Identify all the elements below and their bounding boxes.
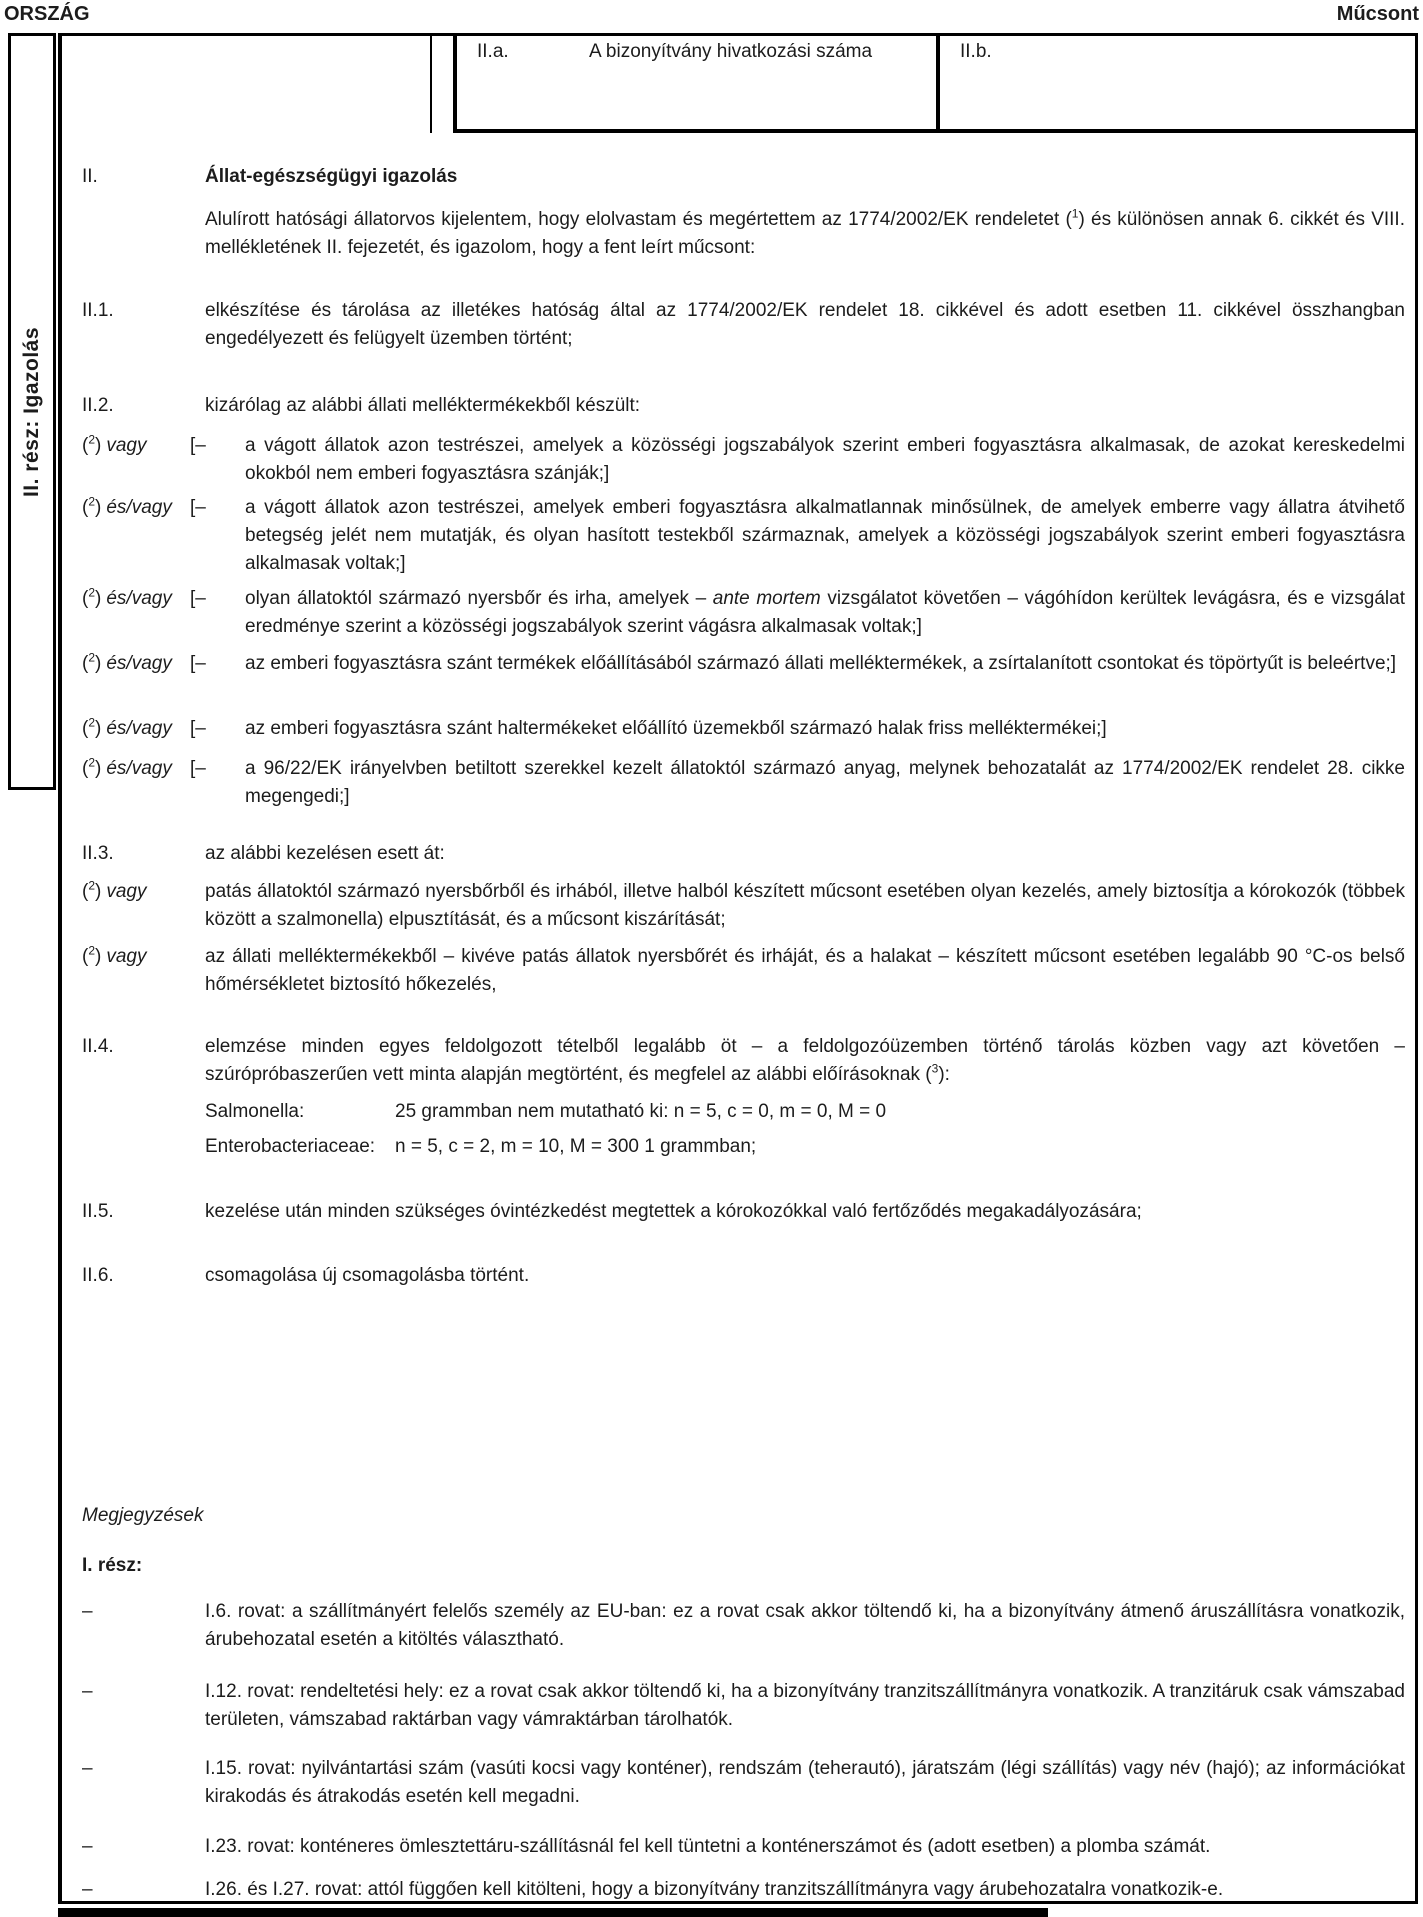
note-text: I.15. rovat: nyilvántartási szám (vasúti kocsi vagy konténer), rendszám (teherautó), járatszám (légi szállítás) vagy név (hajó); az információkat kirakodás és átrakodás esetén kell megadni. bbox=[205, 1758, 1405, 1807]
note-text: I.12. rovat: rendeltetési hely: ez a rovat csak akkor töltendő ki, ha a bizonyítvány tranzitszállítmányra vonatkozik. A tranzitáruk csak vámszabad területen, vámszabad raktárban vagy vámraktárban tárolhatók. bbox=[205, 1681, 1405, 1730]
footnote-2-marker: 2 bbox=[88, 943, 96, 958]
option-bracket: [– bbox=[190, 718, 206, 739]
section-ii-intro bbox=[205, 206, 1405, 262]
note-text: I.23. rovat: konténeres ömlesztettáru-szállításnál fel kell tüntetni a konténerszámot és (adott esetben) a plomba számát. bbox=[205, 1836, 1211, 1857]
cell-iib-label: II.b. bbox=[960, 41, 992, 62]
footnote-2-marker: 2 bbox=[88, 494, 96, 509]
option-text: az emberi fogyasztásra szánt haltermékeket előállító üzemekből származó halak friss melléktermékei;] bbox=[245, 718, 1107, 739]
part-ii-sidebar bbox=[8, 33, 56, 790]
note-dash: – bbox=[82, 1681, 93, 1702]
footnote-3-marker: 3 bbox=[931, 1061, 939, 1076]
cell-iia-title: A bizonyítvány hivatkozási száma bbox=[589, 41, 873, 62]
intro-text: Alulírott hatósági állatorvos kijelentem, hogy elolvastam és megértettem az 1774/2002/EK rendeletet ( bbox=[205, 209, 1072, 230]
option-bracket: [– bbox=[190, 588, 206, 609]
section-ii-title: Állat-egészségügyi igazolás bbox=[205, 166, 458, 187]
note-text: I.26. és I.27. rovat: attól függően kell kitölteni, hogy a bizonyítvány tranzitszállítmányra vagy árubehozatalra vonatkozik-e. bbox=[205, 1879, 1224, 1900]
notes-part-heading: I. rész: bbox=[82, 1555, 143, 1576]
note-dash: – bbox=[82, 1601, 93, 1622]
option-marker: ($^2$) vagy bbox=[82, 878, 147, 902]
option-text: a vágott állatok azon testrészei, amelyek a közösségi jogszabályok szerint emberi fogyasztásra alkalmasak, de azokat kereskedelmi okokból nem emberi fogyasztásra szánják;] bbox=[245, 435, 1405, 484]
note-text: I.6. rovat: a szállítmányért felelős személy az EU-ban: ez a rovat csak akkor töltendő ki, ha a bizonyítvány átmenő áruszállításra vonatkozik, árubehozatal esetén a kitöltés választható. bbox=[205, 1601, 1405, 1650]
option-marker: ($^2$) és/vagy bbox=[82, 494, 172, 518]
option-text: a vágott állatok azon testrészei, amelyek emberi fogyasztásra alkalmatlannak minősülnek, de amelyek emberre vagy állatra átvihető betegség jelét nem mutatják, és olyan hasított testekből származnak, amelyek a közösségi jogszabályok szerint emberi fogyasztásra alkalmasak voltak;] bbox=[245, 497, 1405, 574]
clause-ii1-number: II.1. bbox=[82, 300, 114, 321]
footnote-2-marker: 2 bbox=[88, 650, 96, 665]
clause-ii4-text: elemzése minden egyes feldolgozott tételből legalább öt – a feldolgozóüzemben történő tárolás közben vagy azt követően – szúrópróbaszerűen vett minta alapján megtörtént, és megfelel az alábbi előírásoknak ($^3$): bbox=[205, 1036, 1405, 1085]
clause-ii2-number: II.2. bbox=[82, 395, 114, 416]
note-dash: – bbox=[82, 1836, 93, 1857]
option-text: a 96/22/EK irányelvben betiltott szerekkel kezelt állatoktól származó anyag, melynek behozatalát az 1774/2002/EK rendelet 28. cikke megengedi;] bbox=[245, 758, 1405, 807]
option-marker: ($^2$) és/vagy bbox=[82, 585, 172, 609]
clause-ii6-number: II.6. bbox=[82, 1265, 114, 1286]
option-marker: ($^2$) és/vagy bbox=[82, 755, 172, 779]
clause-ii4-number: II.4. bbox=[82, 1036, 114, 1057]
option-marker: ($^2$) vagy bbox=[82, 432, 147, 456]
option-bracket: [– bbox=[190, 653, 206, 674]
certificate-body-frame bbox=[58, 33, 1418, 1904]
clause-ii6-text: csomagolása új csomagolásba történt. bbox=[205, 1265, 530, 1286]
footnote-2-marker: 2 bbox=[88, 755, 96, 770]
footnote-2-marker: 2 bbox=[88, 432, 96, 447]
section-ii-number: II. bbox=[82, 166, 98, 187]
clause-ii3-text: az alábbi kezelésen esett át: bbox=[205, 843, 445, 864]
option-text: olyan állatoktól származó nyersbőr és irha, amelyek – ante mortem vizsgálatot követően – vágóhídon kerültek levágásra, és e vizsgálat eredménye szerint a közösségi jogszabályok szerint vágásra alkalmasak voltak;] bbox=[245, 588, 1405, 637]
clause-ii2-text: kizárólag az alábbi állati melléktermékekből készült: bbox=[205, 395, 641, 416]
option-text: patás állatoktól származó nyersbőrből és irhából, illetve halból készített műcsont esetében olyan kezelés, amely biztosítja a kórokozók (többek között a szalmonella) elpusztítását, és a műcsont kiszárítását; bbox=[205, 881, 1405, 930]
enterobacteriaceae-label: Enterobacteriaceae: bbox=[205, 1136, 376, 1157]
clause-ii1-text: elkészítése és tárolása az illetékes hatóság által az 1774/2002/EK rendelet 18. cikkével és adott esetben 11. cikkével összhangban engedélyezett és felügyelt üzemben történt; bbox=[205, 300, 1405, 349]
footnote-2-marker: 2 bbox=[88, 878, 96, 893]
country-label: ORSZÁG bbox=[4, 3, 90, 25]
commodity-label: Műcsont bbox=[1336, 3, 1419, 25]
option-bracket: [– bbox=[190, 758, 206, 779]
footnote-1-marker: 1 bbox=[1071, 206, 1079, 221]
salmonella-label: Salmonella: bbox=[205, 1101, 305, 1122]
clause-ii5-number: II.5. bbox=[82, 1201, 114, 1222]
footnote-2-marker: 2 bbox=[88, 715, 96, 730]
notes-heading: Megjegyzések bbox=[82, 1505, 204, 1526]
page-bottom-scan-bar bbox=[58, 1908, 1048, 1917]
cell-iia-label: II.a. bbox=[477, 41, 509, 62]
option-marker: ($^2$) vagy bbox=[82, 943, 147, 967]
note-dash: – bbox=[82, 1758, 93, 1779]
note-dash: – bbox=[82, 1879, 93, 1900]
option-bracket: [– bbox=[190, 497, 206, 518]
footnote-2-marker: 2 bbox=[88, 585, 96, 600]
intro-text-cont: ) és különösen annak 6. cikkét és VIII. mellékletének II. fejezetét, és igazolom, hogy a fent leírt műcsont: bbox=[205, 209, 1405, 258]
option-bracket: [– bbox=[190, 435, 206, 456]
certificate-reference-cell bbox=[453, 36, 940, 133]
ante-mortem-term: ante mortem bbox=[712, 588, 821, 609]
enterobacteriaceae-value: n = 5, c = 2, m = 10, M = 300 1 grammban; bbox=[395, 1136, 757, 1157]
option-marker: ($^2$) és/vagy bbox=[82, 650, 172, 674]
option-text: az állati melléktermékekből – kivéve patás állatok nyersbőrét és irháját, és a halakat – készített műcsont esetében legalább 90 °C-os belső hőmérsékletet biztosító hőkezelés, bbox=[205, 946, 1405, 995]
option-marker: ($^2$) és/vagy bbox=[82, 715, 172, 739]
clause-ii3-number: II.3. bbox=[82, 843, 114, 864]
part-ii-sidebar-label: II. rész: Igazolás bbox=[20, 326, 43, 497]
clause-ii5-text: kezelése után minden szükséges óvintézkedést megtettek a kórokozókkal való fertőződés megakadályozására; bbox=[205, 1201, 1142, 1222]
option-text: az emberi fogyasztásra szánt termékek előállításából származó állati melléktermékek, a zsírtalanított csontokat és töpörtyűt is beleértve;] bbox=[245, 653, 1397, 674]
header-divider-line bbox=[430, 36, 432, 133]
salmonella-value: 25 grammban nem mutatható ki: n = 5, c = 0, m = 0, M = 0 bbox=[395, 1101, 887, 1122]
cell-iib bbox=[940, 36, 1415, 133]
